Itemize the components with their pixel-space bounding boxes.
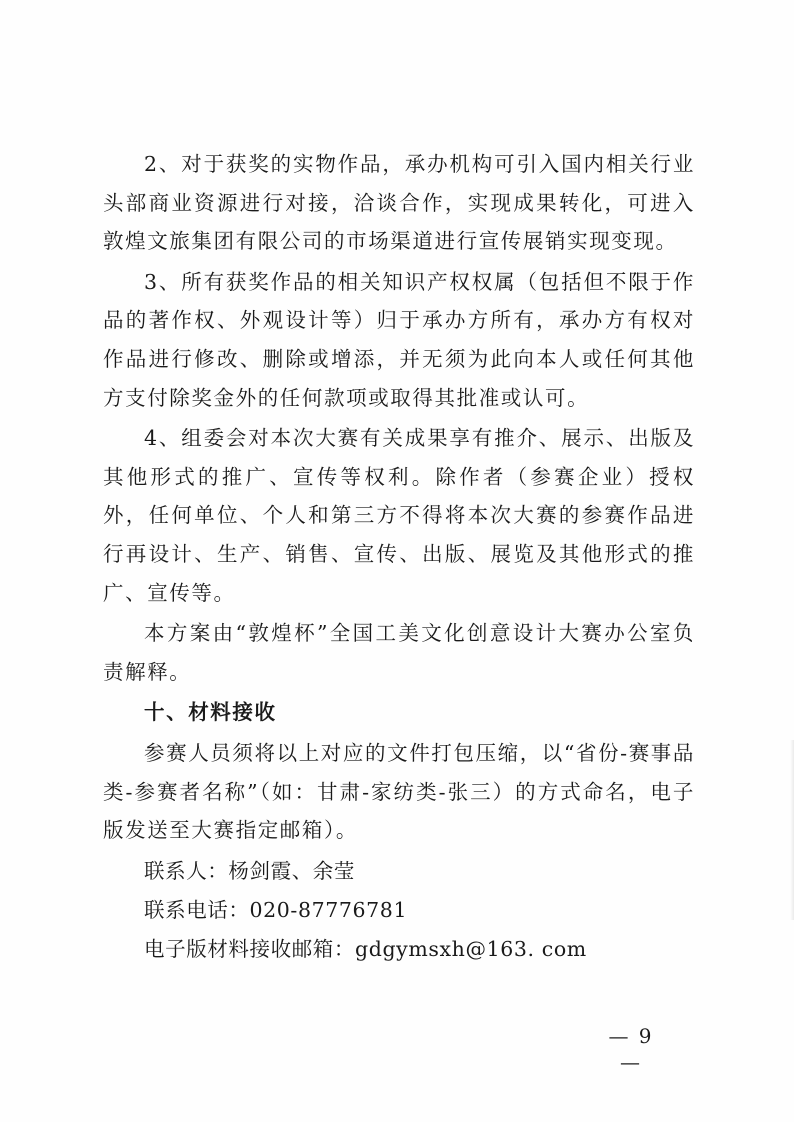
scan-edge-shadow xyxy=(790,740,794,920)
paragraph-interpretation: 本方案由“敦煌杯”全国工美文化创意设计大赛办公室负责解释。 xyxy=(103,621,695,684)
paragraph-promotion-rights: 4、组委会对本次大赛有关成果享有推介、展示、出版及其他形式的推广、宣传等权利。除作者（参赛企业）授权外，任何单位、个人和第三方不得将本次大赛的参赛作品进行再设计、生产、销售、宣传、出版、展览及其他形式的推广、宣传等。 xyxy=(103,426,695,605)
page-number: — 9 — xyxy=(608,1024,654,1074)
contact-phone: 联系电话：020-87776781 xyxy=(144,897,408,922)
document-body xyxy=(103,145,695,969)
paragraph-intellectual-property: 3、所有获奖作品的相关知识产权权属（包括但不限于作品的著作权、外观设计等）归于承办方所有，承办方有权对作品进行修改、删除或增添，并无须为此向本人或任何其他方支付除奖金外的任何款项或取得其批准或认可。 xyxy=(103,269,695,410)
paragraph-award-commercialization: 2、对于获奖的实物作品，承办机构可引入国内相关行业头部商业资源进行对接，洽谈合作，实现成果转化，可进入敦煌文旅集团有限公司的市场渠道进行宣传展销实现变现。 xyxy=(103,152,695,254)
section-heading-materials: 十、材料接收 xyxy=(144,700,277,725)
contact-email: 电子版材料接收邮箱：gdgymsxh@163. com xyxy=(144,936,587,961)
paragraph-submission-instructions: 参赛人员须将以上对应的文件打包压缩，以“省份-赛事品类-参赛者名称”（如：甘肃-家纺类-张三）的方式命名，电子版发送至大赛指定邮箱）。 xyxy=(103,740,696,843)
contact-people: 联系人：杨剑霞、余莹 xyxy=(144,858,355,883)
